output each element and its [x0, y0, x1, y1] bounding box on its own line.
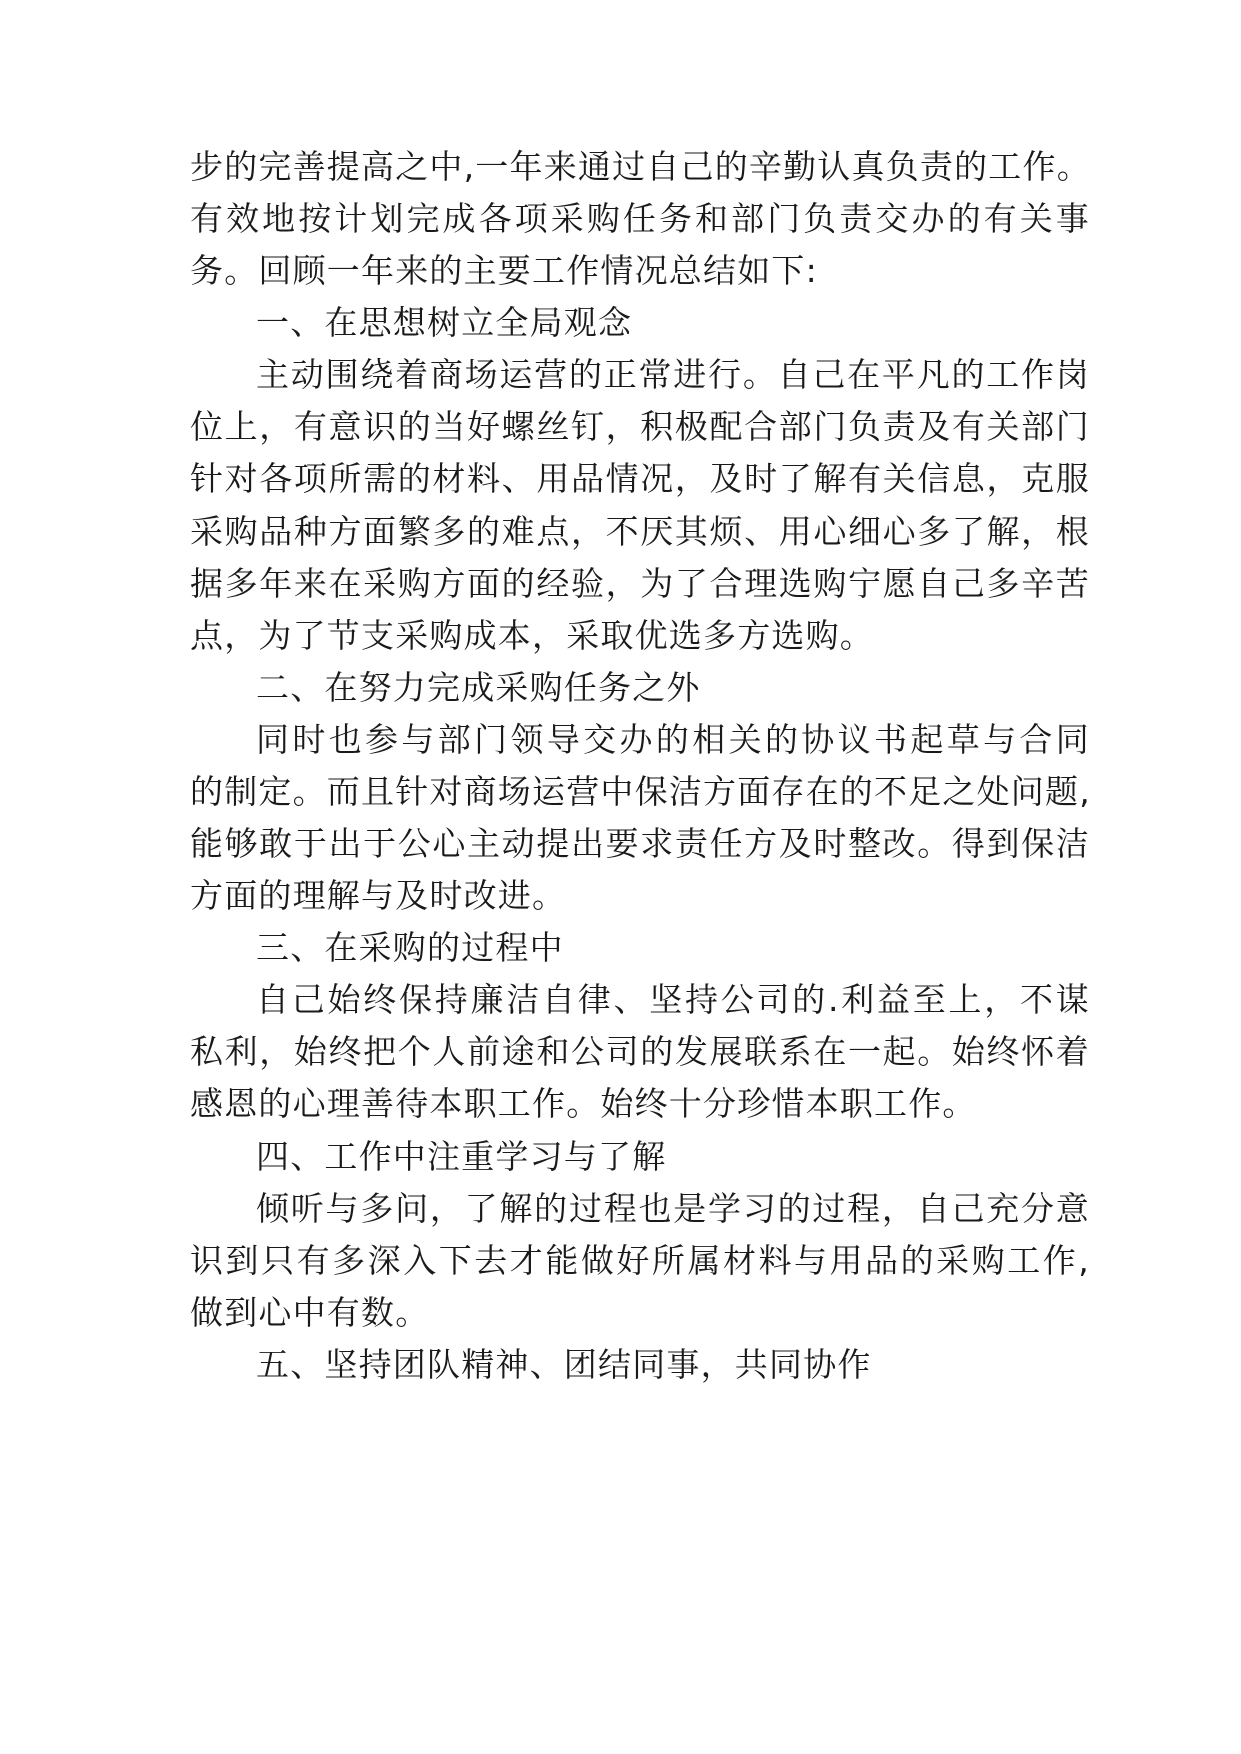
- section-heading-3: 三、在采购的过程中: [256, 928, 564, 967]
- paragraph-start-line: 倾听与多问，了解的过程也是学习的过程，自己充分意: [256, 1189, 1090, 1228]
- section-heading-1: 一、在思想树立全局观念: [256, 303, 633, 342]
- body-text-line: 务。回顾一年来的主要工作情况总结如下:: [190, 251, 818, 290]
- section-heading-2: 二、在努力完成采购任务之外: [256, 668, 701, 707]
- section-heading-4: 四、工作中注重学习与了解: [256, 1137, 667, 1176]
- section-heading-5: 五、坚持团队精神、团结同事，共同协作: [256, 1345, 872, 1384]
- body-text-line: 私利，始终把个人前途和公司的发展联系在一起。始终怀着: [190, 1032, 1090, 1071]
- body-text-line: 针对各项所需的材料、用品情况，及时了解有关信息，克服: [190, 459, 1090, 498]
- body-text-line: 的制定。而且针对商场运营中保洁方面存在的不足之处问题,: [190, 772, 1091, 811]
- paragraph-start-line: 自己始终保持廉洁自律、坚持公司的.利益至上，不谋: [256, 980, 1090, 1019]
- body-text-line: 位上，有意识的当好螺丝钉，积极配合部门负责及有关部门: [190, 407, 1090, 446]
- body-text-line: 有效地按计划完成各项采购任务和部门负责交办的有关事: [190, 199, 1090, 238]
- paragraph-start-line: 主动围绕着商场运营的正常进行。自己在平凡的工作岗: [256, 355, 1090, 394]
- body-text-line: 采购品种方面繁多的难点，不厌其烦、用心细心多了解，根: [190, 512, 1090, 551]
- body-text-line: 感恩的心理善待本职工作。始终十分珍惜本职工作。: [190, 1084, 977, 1123]
- body-text-line: 据多年来在采购方面的经验，为了合理选购宁愿自己多辛苦: [190, 564, 1090, 603]
- paragraph-start-line: 同时也参与部门领导交办的相关的协议书起草与合同: [256, 720, 1090, 759]
- body-text-line: 识到只有多深入下去才能做好所属材料与用品的采购工作,: [190, 1241, 1090, 1280]
- body-text-line: 步的完善提高之中,一年来通过自己的辛勤认真负责的工作。: [190, 147, 1091, 186]
- body-text-line: 点，为了节支采购成本，采取优选多方选购。: [190, 616, 874, 655]
- body-text-line: 能够敢于出于公心主动提出要求责任方及时整改。得到保洁: [190, 824, 1090, 863]
- body-text-line: 做到心中有数。: [190, 1293, 430, 1332]
- body-text-line: 方面的理解与及时改进。: [190, 876, 567, 915]
